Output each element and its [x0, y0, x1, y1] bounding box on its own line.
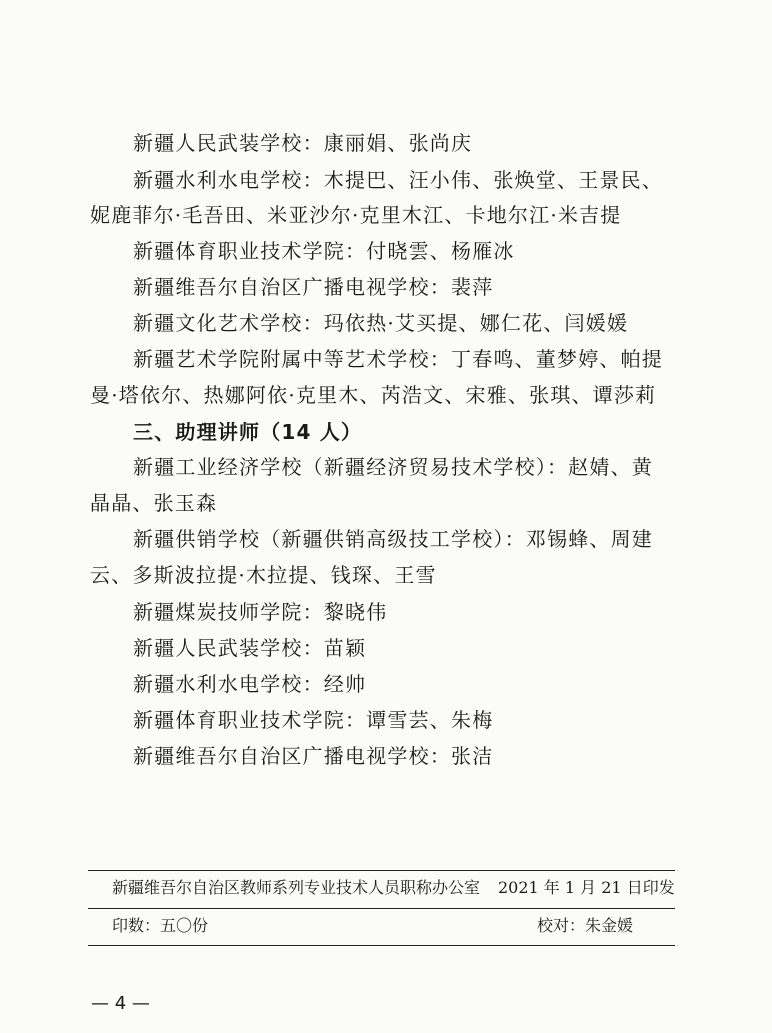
body-line: 新疆体育职业技术学院：谭雪芸、朱梅: [133, 708, 494, 732]
footer-bottom-rule: [88, 945, 675, 946]
body-line: 新疆煤炭技师学院：黎晓伟: [133, 600, 388, 624]
body-line: 新疆文化艺术学校：玛依热·艾买提、娜仁花、闫媛媛: [133, 311, 629, 335]
body-line: 新疆艺术学院附属中等艺术学校：丁春鸣、董梦婷、帕提: [133, 347, 663, 371]
body-line: 晶晶、张玉森: [90, 491, 218, 515]
body-line: 新疆供销学校（新疆供销高级技工学校）：邓锡蜂、周建: [133, 527, 653, 551]
body-line: 曼·塔依尔、热娜阿依·克里木、芮浩文、宋雅、张琪、谭莎莉: [90, 383, 657, 407]
body-line: 新疆水利水电学校：经帅: [133, 672, 367, 696]
body-line: 新疆水利水电学校：木提巴、汪小伟、张焕堂、王景民、: [133, 168, 663, 192]
body-line: 妮鹿菲尔·毛吾田、米亚沙尔·克里木江、卡地尔江·米吉提: [90, 203, 622, 227]
body-line: 新疆人民武装学校：苗颖: [133, 636, 367, 660]
body-line: 新疆人民武装学校：康丽娟、张尚庆: [133, 131, 473, 155]
section-heading: 三、助理讲师（14 人）: [133, 420, 363, 444]
issuing-office: 新疆维吾尔自治区教师系列专业技术人员职称办公室: [112, 878, 481, 897]
body-line: 新疆工业经济学校（新疆经济贸易技术学校）：赵婧、黄: [133, 455, 653, 479]
print-count: 印数：五〇份: [112, 916, 209, 935]
footer-top-rule: [88, 870, 675, 871]
issue-date: 2021 年 1 月 21 日印发: [498, 878, 675, 897]
page-number: — 4 —: [91, 993, 150, 1014]
body-line: 新疆维吾尔自治区广播电视学校：裴萍: [133, 275, 494, 299]
proofreader: 校对：朱金媛: [537, 916, 634, 935]
footer-middle-rule: [88, 908, 675, 909]
body-line: 新疆维吾尔自治区广播电视学校：张洁: [133, 744, 494, 768]
body-line: 云、多斯波拉提·木拉提、钱琛、王雪: [90, 563, 437, 587]
body-line: 新疆体育职业技术学院：付晓雲、杨雁冰: [133, 239, 515, 263]
